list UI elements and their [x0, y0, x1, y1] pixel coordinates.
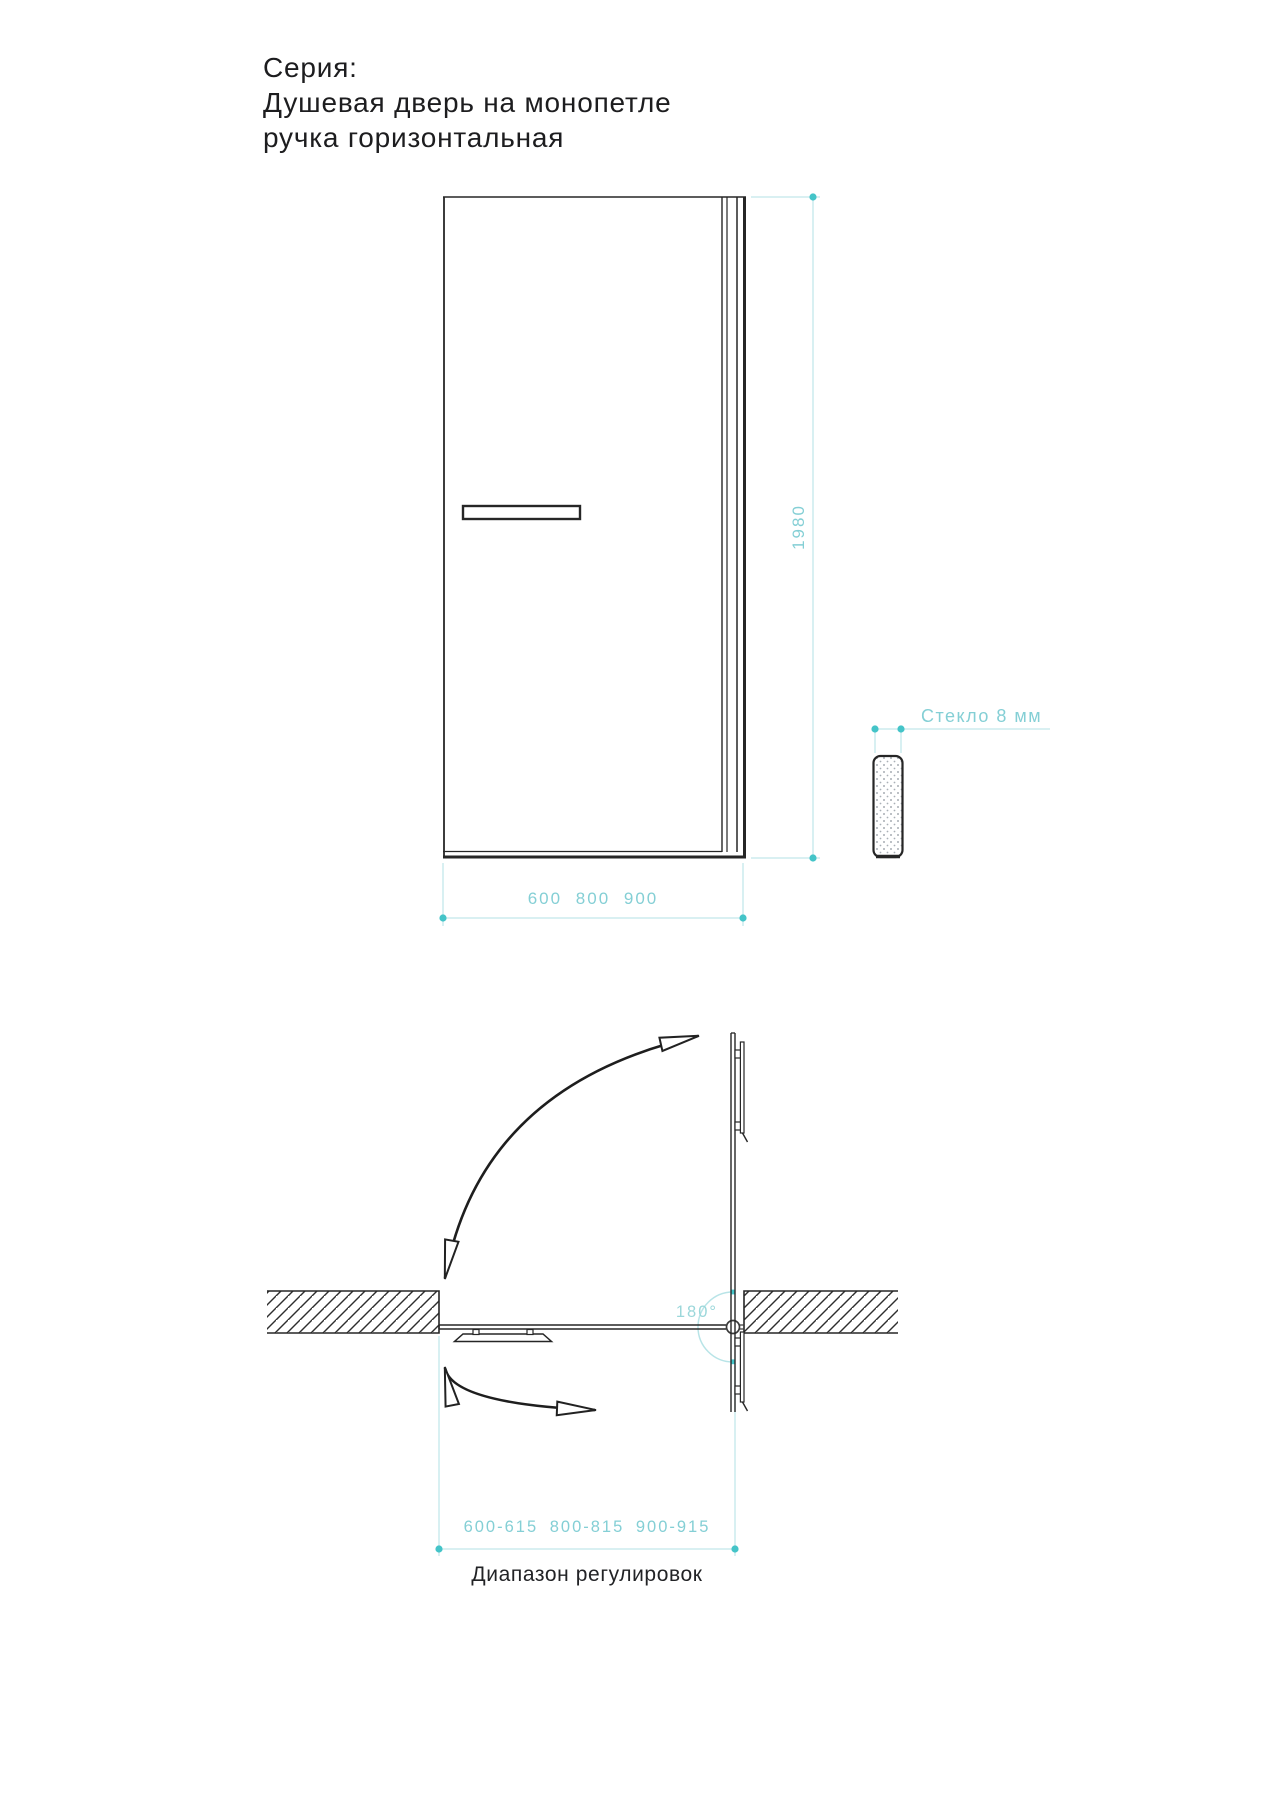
adjustment-caption: Диапазон регулировок	[471, 1563, 703, 1586]
handle-plan-post-right	[527, 1330, 533, 1335]
door-open-position	[731, 1033, 748, 1412]
width-dimension-label: 600 800 900	[527, 889, 659, 908]
glass-thickness-label: Стекло 8 мм	[921, 706, 1043, 726]
right-wall-hatch	[744, 1291, 898, 1333]
front-view	[439, 193, 1050, 926]
series-label: Серия:	[263, 52, 358, 83]
door-leaf-front	[443, 197, 746, 858]
height-dimension-label: 1980	[789, 504, 808, 550]
open-door-handle-upper-post1	[735, 1050, 740, 1058]
plan-view	[267, 1033, 898, 1556]
swing-angle-label: 180°	[675, 1303, 718, 1321]
door-closed-position	[439, 1325, 726, 1342]
swing-arcs	[445, 1036, 698, 1410]
open-door-handle-upper-post2	[735, 1122, 740, 1130]
open-door-handle-lower-post2	[735, 1386, 740, 1394]
open-door-handle-upper-hook	[743, 1133, 748, 1142]
walls	[267, 1291, 898, 1333]
dimension-end-dots	[439, 193, 904, 921]
handle-type-line: ручка горизонтальная	[263, 122, 565, 153]
handle-plan-bar	[455, 1334, 552, 1342]
title-block	[263, 50, 672, 155]
hinge-pivot-circle	[727, 1321, 740, 1334]
handle-plan-post-left	[473, 1330, 479, 1335]
product-name-line: Душевая дверь на монопетле	[263, 87, 672, 118]
open-door-handle-lower-post1	[735, 1338, 740, 1346]
swing-arc-upper	[445, 1036, 698, 1278]
left-wall-hatch	[267, 1291, 439, 1333]
glass-cross-section	[874, 756, 903, 857]
open-door-handle-lower-hook	[743, 1402, 748, 1411]
swing-arc-lower	[445, 1368, 595, 1410]
adjustment-range-label: 600-615 800-815 900-915	[463, 1518, 711, 1536]
glass-section-body	[874, 756, 903, 857]
horizontal-handle-front	[463, 506, 580, 519]
plan-dimension-lines	[439, 1292, 735, 1556]
front-dimension-lines	[443, 197, 1050, 926]
